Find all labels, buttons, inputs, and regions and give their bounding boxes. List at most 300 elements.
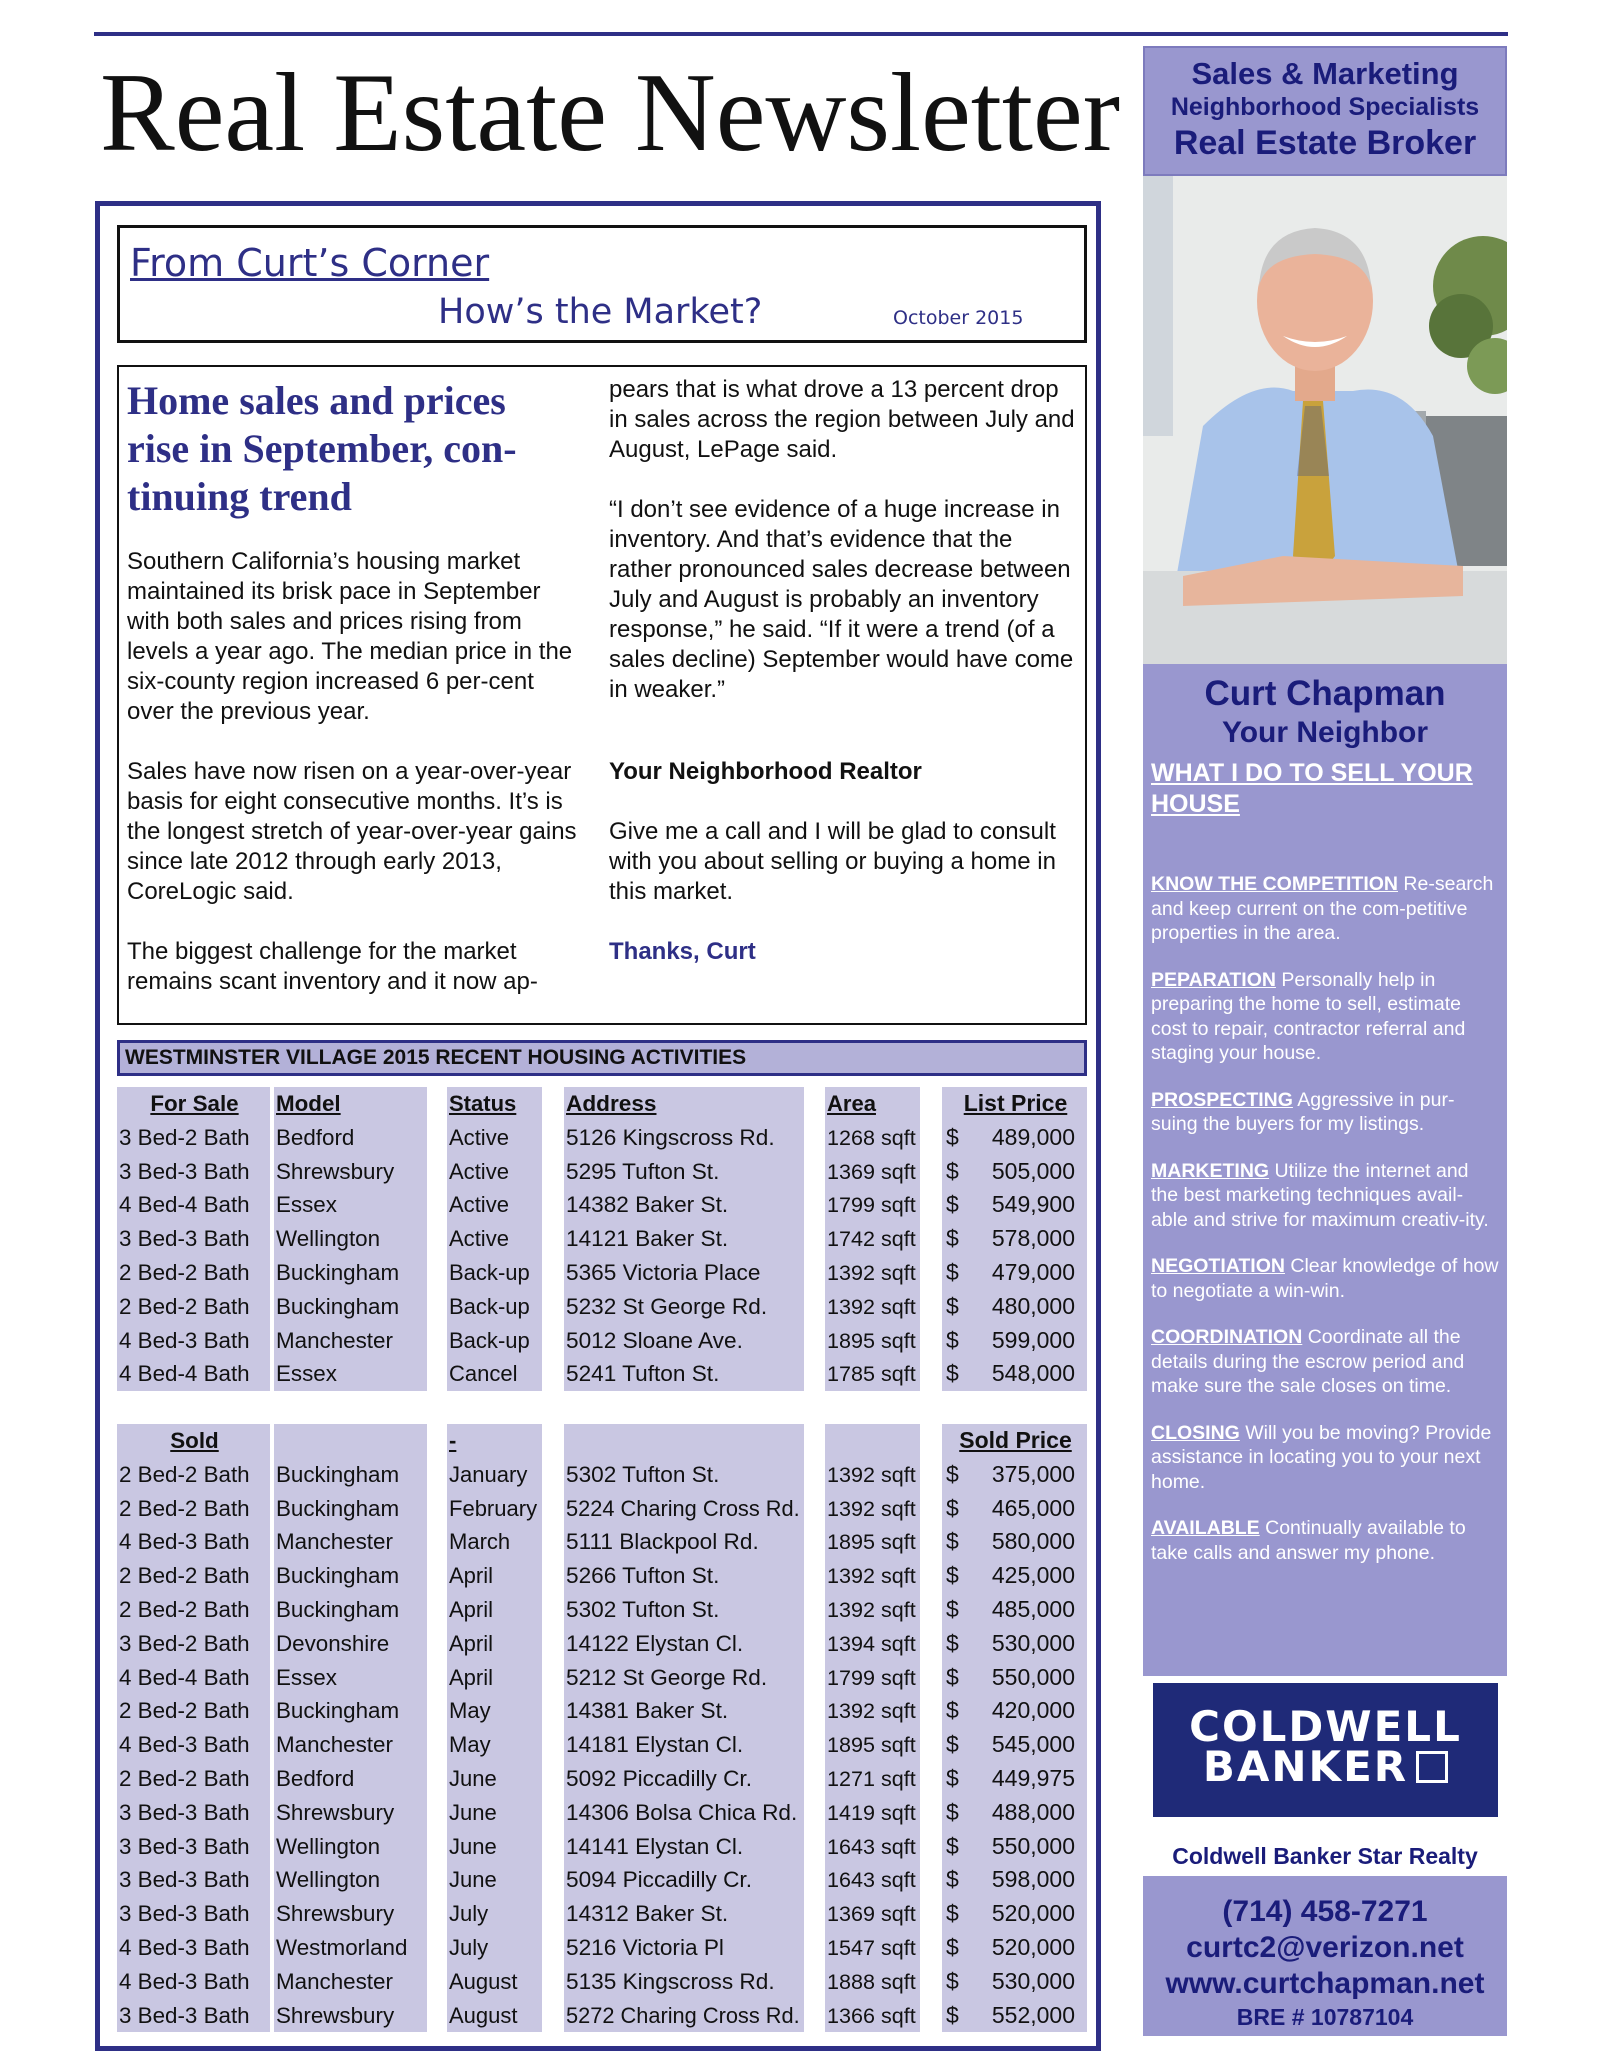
table-header-row: [117, 1424, 1087, 1458]
signoff: Thanks, Curt: [609, 938, 756, 965]
table-cell: 2 Bed-2 Bath: [117, 1762, 270, 1796]
service-item: [1151, 872, 1499, 946]
table-cell: 3 Bed-3 Bath: [117, 1796, 270, 1830]
for-sale-table: [117, 1087, 1087, 1391]
article-paragraph: The biggest challenge for the market remains scant inventory and it now ap-: [127, 938, 538, 995]
service-item-title: KNOW THE COMPETITION: [1151, 873, 1398, 895]
table-cell: 4 Bed-4 Bath: [117, 1357, 270, 1391]
table-cell: Manchester: [274, 1525, 427, 1559]
price-cell: [942, 1694, 1087, 1728]
table-cell: 2 Bed-2 Bath: [117, 1458, 270, 1492]
currency-symbol: $: [946, 2001, 959, 2028]
currency-symbol: $: [946, 1731, 959, 1758]
service-item: [1151, 1088, 1499, 1137]
housing-activities-title: WESTMINSTER VILLAGE 2015 RECENT HOUSING ACTIVITIES: [117, 1040, 1087, 1076]
price-cell: [942, 1121, 1087, 1155]
table-row: [117, 1458, 1087, 1492]
table-cell: 1392 sqft: [825, 1256, 920, 1290]
column-header: Sold Price: [942, 1424, 1087, 1458]
table-row: [117, 1762, 1087, 1796]
table-cell: 1785 sqft: [825, 1357, 920, 1391]
price-amount: 580,000: [991, 1528, 1075, 1555]
table-cell: 1643 sqft: [825, 1830, 920, 1864]
article-paragraph: “I don’t see evidence of a huge increase in inventory. And that’s evidence that the rather pronounced sales decrease between July and August is probably an inventory response,” he said. “If it were a trend (of a sales decline) September would have come in weaker.”: [609, 496, 1074, 703]
table-row: [117, 1965, 1087, 1999]
column-header: Address: [564, 1087, 804, 1121]
price-cell: [942, 1559, 1087, 1593]
table-cell: 2 Bed-2 Bath: [117, 1290, 270, 1324]
phone-number[interactable]: (714) 458-7271: [1222, 1895, 1428, 1928]
table-cell: 5302 Tufton St.: [564, 1458, 804, 1492]
table-cell: Wellington: [274, 1830, 427, 1864]
service-item: [1151, 968, 1499, 1066]
sales-marketing-label: Sales & Marketing: [1191, 56, 1459, 91]
table-cell: 3 Bed-3 Bath: [117, 1155, 270, 1189]
price-cell: [942, 1762, 1087, 1796]
cb-mark-icon: [1416, 1751, 1448, 1783]
service-item-title: AVAILABLE: [1151, 1517, 1260, 1539]
currency-symbol: $: [946, 1123, 959, 1150]
currency-symbol: $: [946, 1460, 959, 1487]
table-cell: Bedford: [274, 1762, 427, 1796]
table-cell: 1643 sqft: [825, 1863, 920, 1897]
table-cell: 1268 sqft: [825, 1121, 920, 1155]
brokerage-logo-area: [1143, 1676, 1507, 1836]
table-cell: 3 Bed-3 Bath: [117, 1999, 270, 2033]
currency-symbol: $: [946, 1494, 959, 1521]
currency-symbol: $: [946, 1933, 959, 1960]
curts-corner-box: [117, 225, 1087, 343]
price-cell: [942, 1627, 1087, 1661]
table-cell: 1895 sqft: [825, 1525, 920, 1559]
table-cell: 5212 St George Rd.: [564, 1661, 804, 1695]
currency-symbol: $: [946, 1528, 959, 1555]
service-item: [1151, 1325, 1499, 1399]
table-cell: Manchester: [274, 1728, 427, 1762]
service-item-text: Aggressive in pur-suing the buyers for my listings.: [1151, 1088, 1455, 1135]
table-cell: 5272 Charing Cross Rd.: [564, 1999, 804, 2033]
table-cell: Manchester: [274, 1965, 427, 1999]
table-cell: Devonshire: [274, 1627, 427, 1661]
website-link[interactable]: www.curtchapman.net: [1165, 1967, 1485, 2000]
table-cell: Essex: [274, 1188, 427, 1222]
table-cell: Buckingham: [274, 1559, 427, 1593]
table-cell: 1366 sqft: [825, 1999, 920, 2033]
table-cell: 1895 sqft: [825, 1728, 920, 1762]
column-header: [564, 1424, 804, 1458]
logo-line-2-text: BANKER: [1202, 1742, 1409, 1791]
table-cell: 5012 Sloane Ave.: [564, 1324, 804, 1358]
table-cell: 5135 Kingscross Rd.: [564, 1965, 804, 1999]
service-item-title: COORDINATION: [1151, 1326, 1303, 1348]
column-header: [825, 1424, 920, 1458]
table-row: [117, 1222, 1087, 1256]
newsletter-title: Real Estate Newsletter: [100, 51, 1121, 175]
column-header: List Price: [942, 1087, 1087, 1121]
table-cell: 14122 Elystan Cl.: [564, 1627, 804, 1661]
price-cell: [942, 1965, 1087, 1999]
service-item-title: MARKETING: [1151, 1159, 1270, 1182]
price-amount: 530,000: [991, 1967, 1075, 1994]
table-row: [117, 1931, 1087, 1965]
price-cell: [942, 1357, 1087, 1391]
price-cell: [942, 1931, 1087, 1965]
table-row: [117, 1559, 1087, 1593]
table-cell: 5232 St George Rd.: [564, 1290, 804, 1324]
services-heading: WHAT I DO TO SELL YOUR HOUSE: [1151, 759, 1473, 818]
currency-symbol: $: [946, 1326, 959, 1353]
service-item-text: Re-search and keep current on the com-petitive properties in the area.: [1151, 873, 1494, 944]
table-cell: Back-up: [447, 1256, 542, 1290]
table-cell: Wellington: [274, 1863, 427, 1897]
license-number: BRE # 10787104: [1236, 2004, 1414, 2030]
sidebar-header: [1143, 46, 1507, 176]
agent-tagline: Your Neighbor: [1221, 716, 1429, 749]
table-cell: Westmorland: [274, 1931, 427, 1965]
table-cell: 1799 sqft: [825, 1661, 920, 1695]
table-row: [117, 1121, 1087, 1155]
table-cell: 4 Bed-3 Bath: [117, 1931, 270, 1965]
table-cell: 14306 Bolsa Chica Rd.: [564, 1796, 804, 1830]
logo-line-2: [1153, 1742, 1498, 1791]
table-cell: 5241 Tufton St.: [564, 1357, 804, 1391]
table-cell: 14141 Elystan Cl.: [564, 1830, 804, 1864]
table-cell: April: [447, 1661, 542, 1695]
column-header: [274, 1424, 427, 1458]
service-item-title: PROSPECTING: [1151, 1088, 1293, 1111]
table-cell: January: [447, 1458, 542, 1492]
article-right-column: [609, 375, 1079, 967]
table-row: [117, 1593, 1087, 1627]
table-row: [117, 1525, 1087, 1559]
table-row: [117, 1357, 1087, 1391]
service-item: [1151, 1159, 1499, 1233]
table-cell: 1369 sqft: [825, 1897, 920, 1931]
currency-symbol: $: [946, 1798, 959, 1825]
table-cell: 5094 Piccadilly Cr.: [564, 1863, 804, 1897]
table-row: [117, 1155, 1087, 1189]
brokerage-name: Coldwell Banker Star Realty: [1143, 1836, 1507, 1876]
table-cell: Wellington: [274, 1222, 427, 1256]
price-amount: 480,000: [991, 1292, 1075, 1319]
price-cell: [942, 1796, 1087, 1830]
article-left-column: [127, 377, 577, 997]
price-amount: 449,975: [991, 1764, 1075, 1791]
table-cell: Buckingham: [274, 1290, 427, 1324]
table-cell: 14121 Baker St.: [564, 1222, 804, 1256]
table-cell: 4 Bed-4 Bath: [117, 1661, 270, 1695]
column-header: Area: [825, 1087, 920, 1121]
article-paragraph: Southern California’s housing market maintained its brisk pace in September with both sales and prices rising from levels a year ago. The median price in the six-county region increased 6 per-cent over the previous year.: [127, 548, 573, 725]
agent-photo: [1143, 176, 1507, 664]
service-item: [1151, 1421, 1499, 1495]
price-cell: [942, 1999, 1087, 2033]
price-amount: 489,000: [991, 1123, 1075, 1150]
table-cell: Back-up: [447, 1290, 542, 1324]
realtor-text: Give me a call and I will be glad to consult with you about selling or buying a home in this market.: [609, 818, 1056, 905]
price-amount: 549,900: [991, 1191, 1075, 1218]
table-cell: 5266 Tufton St.: [564, 1559, 804, 1593]
table-cell: 3 Bed-2 Bath: [117, 1121, 270, 1155]
service-item-text: Will you be moving? Provide assistance in locating you to your next home.: [1151, 1421, 1492, 1493]
currency-symbol: $: [946, 1191, 959, 1218]
table-cell: 2 Bed-2 Bath: [117, 1256, 270, 1290]
table-cell: 1419 sqft: [825, 1796, 920, 1830]
table-cell: Active: [447, 1222, 542, 1256]
table-cell: June: [447, 1762, 542, 1796]
price-amount: 505,000: [991, 1157, 1075, 1184]
service-item-title: NEGOTIATION: [1151, 1255, 1285, 1277]
table-cell: Buckingham: [274, 1256, 427, 1290]
table-cell: 1392 sqft: [825, 1694, 920, 1728]
table-cell: 1392 sqft: [825, 1290, 920, 1324]
table-cell: 1271 sqft: [825, 1762, 920, 1796]
price-amount: 520,000: [991, 1900, 1075, 1927]
realtor-heading: Your Neighborhood Realtor: [609, 758, 922, 785]
table-cell: Active: [447, 1188, 542, 1222]
table-row: [117, 1256, 1087, 1290]
table-cell: 3 Bed-3 Bath: [117, 1222, 270, 1256]
sold-table: [117, 1424, 1087, 2032]
table-row: [117, 1796, 1087, 1830]
column-header: -: [447, 1424, 542, 1458]
table-cell: Buckingham: [274, 1694, 427, 1728]
currency-symbol: $: [946, 1866, 959, 1893]
service-item-text: Utilize the internet and the best marketing techniques avail-able and strive for maximum creativ-ity.: [1151, 1159, 1489, 1231]
article-box: [117, 365, 1087, 1025]
table-cell: 5365 Victoria Place: [564, 1256, 804, 1290]
table-cell: 1895 sqft: [825, 1324, 920, 1358]
table-cell: 1799 sqft: [825, 1188, 920, 1222]
currency-symbol: $: [946, 1360, 959, 1387]
column-header: Status: [447, 1087, 542, 1121]
price-cell: [942, 1593, 1087, 1627]
table-cell: 1369 sqft: [825, 1155, 920, 1189]
table-row: [117, 1999, 1087, 2033]
price-amount: 375,000: [991, 1460, 1075, 1487]
table-cell: Back-up: [447, 1324, 542, 1358]
table-cell: 1392 sqft: [825, 1559, 920, 1593]
table-cell: 2 Bed-2 Bath: [117, 1492, 270, 1526]
table-row: [117, 1324, 1087, 1358]
price-amount: 420,000: [991, 1697, 1075, 1724]
table-row: [117, 1830, 1087, 1864]
price-amount: 545,000: [991, 1731, 1075, 1758]
table-cell: Bedford: [274, 1121, 427, 1155]
table-row: [117, 1728, 1087, 1762]
table-row: [117, 1290, 1087, 1324]
price-cell: [942, 1188, 1087, 1222]
table-cell: 1394 sqft: [825, 1627, 920, 1661]
currency-symbol: $: [946, 1292, 959, 1319]
table-cell: 5295 Tufton St.: [564, 1155, 804, 1189]
agent-name: Curt Chapman: [1204, 674, 1446, 713]
currency-symbol: $: [946, 1562, 959, 1589]
price-amount: 520,000: [991, 1933, 1075, 1960]
article-paragraph: Sales have now risen on a year-over-year basis for eight consecutive months. It’s is the longest stretch of year-over-year gains since late 2012 through early 2013, CoreLogic said.: [127, 758, 577, 905]
top-rule: [94, 32, 1508, 36]
price-amount: 578,000: [991, 1225, 1075, 1252]
table-cell: 4 Bed-3 Bath: [117, 1324, 270, 1358]
price-amount: 552,000: [991, 2001, 1075, 2028]
table-row: [117, 1897, 1087, 1931]
table-cell: April: [447, 1593, 542, 1627]
table-cell: 4 Bed-3 Bath: [117, 1525, 270, 1559]
price-amount: 598,000: [991, 1866, 1075, 1893]
table-cell: July: [447, 1897, 542, 1931]
service-item-title: PEPARATION: [1151, 968, 1276, 991]
currency-symbol: $: [946, 1764, 959, 1791]
article-paragraph: pears that is what drove a 13 percent drop in sales across the region between July and August, LePage said.: [609, 376, 1075, 463]
currency-symbol: $: [946, 1697, 959, 1724]
price-amount: 550,000: [991, 1832, 1075, 1859]
table-row: [117, 1694, 1087, 1728]
table-row: [117, 1627, 1087, 1661]
service-item-text: Clear knowledge of how to negotiate a win-win.: [1151, 1255, 1499, 1302]
currency-symbol: $: [946, 1832, 959, 1859]
price-cell: [942, 1324, 1087, 1358]
table-cell: Cancel: [447, 1357, 542, 1391]
price-cell: [942, 1458, 1087, 1492]
price-amount: 488,000: [991, 1798, 1075, 1825]
table-cell: 14382 Baker St.: [564, 1188, 804, 1222]
table-cell: 3 Bed-2 Bath: [117, 1627, 270, 1661]
table-cell: March: [447, 1525, 542, 1559]
table-cell: 1392 sqft: [825, 1492, 920, 1526]
service-item-text: Continually available to take calls and answer my phone.: [1151, 1517, 1466, 1564]
table-cell: 1547 sqft: [825, 1931, 920, 1965]
table-cell: June: [447, 1863, 542, 1897]
price-cell: [942, 1661, 1087, 1695]
service-item: [1151, 1254, 1499, 1303]
table-cell: Shrewsbury: [274, 1796, 427, 1830]
column-header: Sold: [117, 1424, 270, 1458]
table-cell: 4 Bed-3 Bath: [117, 1728, 270, 1762]
price-amount: 485,000: [991, 1595, 1075, 1622]
currency-symbol: $: [946, 1258, 959, 1285]
table-row: [117, 1492, 1087, 1526]
table-cell: Manchester: [274, 1324, 427, 1358]
table-cell: May: [447, 1694, 542, 1728]
currency-symbol: $: [946, 1900, 959, 1927]
table-cell: April: [447, 1627, 542, 1661]
table-cell: 14312 Baker St.: [564, 1897, 804, 1931]
table-cell: Shrewsbury: [274, 1999, 427, 2033]
table-cell: February: [447, 1492, 542, 1526]
table-cell: 1888 sqft: [825, 1965, 920, 1999]
table-row: [117, 1863, 1087, 1897]
table-cell: 2 Bed-2 Bath: [117, 1593, 270, 1627]
column-header: For Sale: [117, 1087, 270, 1121]
price-cell: [942, 1728, 1087, 1762]
issue-date: October 2015: [893, 307, 1024, 329]
price-amount: 425,000: [991, 1562, 1075, 1589]
article-headline: Home sales and prices rise in September, con-tinuing trend: [127, 378, 517, 519]
table-cell: 4 Bed-4 Bath: [117, 1188, 270, 1222]
price-cell: [942, 1222, 1087, 1256]
email-link[interactable]: curtc2@verizon.net: [1186, 1931, 1464, 1964]
price-amount: 465,000: [991, 1494, 1075, 1521]
service-item: [1151, 1516, 1499, 1565]
price-cell: [942, 1525, 1087, 1559]
price-amount: 550,000: [991, 1663, 1075, 1690]
corner-subtitle: How’s the Market?: [438, 292, 763, 332]
currency-symbol: $: [946, 1595, 959, 1622]
table-row: [117, 1661, 1087, 1695]
table-cell: 1742 sqft: [825, 1222, 920, 1256]
price-amount: 548,000: [991, 1360, 1075, 1387]
table-cell: 2 Bed-2 Bath: [117, 1559, 270, 1593]
table-row: [117, 1188, 1087, 1222]
currency-symbol: $: [946, 1225, 959, 1252]
column-header: Model: [274, 1087, 427, 1121]
price-cell: [942, 1256, 1087, 1290]
agent-photo-illustration: [1143, 176, 1507, 664]
table-cell: 5302 Tufton St.: [564, 1593, 804, 1627]
table-cell: 5111 Blackpool Rd.: [564, 1525, 804, 1559]
table-cell: May: [447, 1728, 542, 1762]
logo-line-1: COLDWELL: [1189, 1702, 1462, 1751]
price-amount: 599,000: [991, 1326, 1075, 1353]
table-cell: 3 Bed-3 Bath: [117, 1830, 270, 1864]
table-cell: 14381 Baker St.: [564, 1694, 804, 1728]
price-cell: [942, 1155, 1087, 1189]
table-cell: 5224 Charing Cross Rd.: [564, 1492, 804, 1526]
table-cell: 1392 sqft: [825, 1458, 920, 1492]
table-cell: June: [447, 1830, 542, 1864]
table-cell: 4 Bed-3 Bath: [117, 1965, 270, 1999]
currency-symbol: $: [946, 1629, 959, 1656]
price-cell: [942, 1290, 1087, 1324]
table-cell: 14181 Elystan Cl.: [564, 1728, 804, 1762]
table-cell: Essex: [274, 1661, 427, 1695]
price-amount: 530,000: [991, 1629, 1075, 1656]
table-cell: April: [447, 1559, 542, 1593]
coldwell-banker-logo: [1153, 1683, 1498, 1817]
currency-symbol: $: [946, 1157, 959, 1184]
currency-symbol: $: [946, 1663, 959, 1690]
table-cell: August: [447, 1965, 542, 1999]
table-cell: Active: [447, 1155, 542, 1189]
table-cell: Active: [447, 1121, 542, 1155]
table-cell: 5092 Piccadilly Cr.: [564, 1762, 804, 1796]
table-cell: Shrewsbury: [274, 1897, 427, 1931]
services-list: [1151, 872, 1499, 1565]
table-cell: Buckingham: [274, 1458, 427, 1492]
table-cell: Buckingham: [274, 1492, 427, 1526]
price-cell: [942, 1492, 1087, 1526]
table-cell: June: [447, 1796, 542, 1830]
corner-title: From Curt’s Corner: [130, 241, 490, 285]
broker-label: Real Estate Broker: [1173, 124, 1477, 162]
service-item-text: Coordinate all the details during the escrow period and make sure the sale closes on time.: [1151, 1326, 1465, 1397]
table-cell: 1392 sqft: [825, 1593, 920, 1627]
table-cell: 2 Bed-2 Bath: [117, 1694, 270, 1728]
contact-panel: [1143, 1876, 1507, 2036]
table-cell: 3 Bed-3 Bath: [117, 1897, 270, 1931]
price-cell: [942, 1863, 1087, 1897]
services-panel: [1143, 664, 1507, 1676]
table-cell: 5126 Kingscross Rd.: [564, 1121, 804, 1155]
neighborhood-specialists-label: Neighborhood Specialists: [1170, 93, 1480, 121]
table-cell: Shrewsbury: [274, 1155, 427, 1189]
table-cell: July: [447, 1931, 542, 1965]
table-cell: Buckingham: [274, 1593, 427, 1627]
table-header-row: [117, 1087, 1087, 1121]
price-amount: 479,000: [991, 1258, 1075, 1285]
price-cell: [942, 1897, 1087, 1931]
service-item-text: Personally help in preparing the home to sell, estimate cost to repair, contractor referral and staging your house.: [1151, 968, 1466, 1064]
